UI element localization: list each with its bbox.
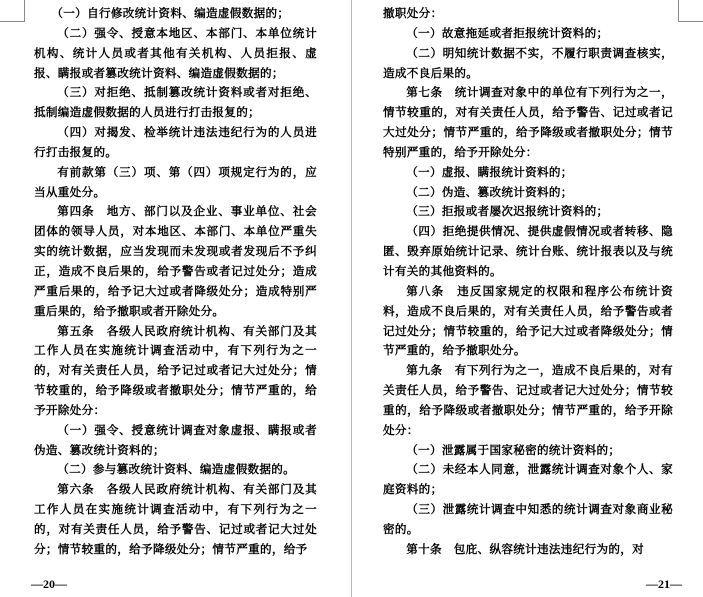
paragraph: （一）强令、授意统计调查对象虚报、瞒报或者伪造、篡改统计资料的； <box>34 422 317 457</box>
right-page <box>352 0 703 597</box>
paragraph: （四）拒绝提供情况、提供虚假情况或者转移、隐匿、毁弃原始统计记录、统计台账、统计报表以及与统计有关的其他资料的。 <box>383 224 673 278</box>
paragraph: （二）未经本人同意，泄露统计调查对象个人、家庭资料的； <box>383 462 673 497</box>
paragraph: （一）故意拖延或者拒报统计资料的； <box>406 25 609 40</box>
article-8: 第八条 违反国家规定的权限和程序公布统计资料，造成不良后果的，对有关责任人员，给予警告或者记过处分；情节较重的，给予记大过或者降级处分；情节严重的，给予撤职处分。 <box>383 283 673 358</box>
paragraph: （一）虚报、瞒报统计资料的； <box>406 164 573 179</box>
right-page-text <box>383 4 673 560</box>
article-7: 第七条 统计调查对象中的单位有下列行为之一，情节较重的，对有关责任人员，给予警告、记过或者记大过处分；情节严重的，给予降级或者撤职处分；情节特别严重的，给予开除处分： <box>383 85 673 159</box>
page-number: —21— <box>646 577 682 591</box>
paragraph: （四）对揭发、检举统计违法违纪行为的人员进行打击报复的。 <box>34 125 317 159</box>
left-page <box>0 0 351 597</box>
crop-mark <box>678 0 679 22</box>
paragraph: （一）泄露属于国家秘密的统计资料的； <box>406 442 621 457</box>
crop-mark <box>679 21 703 22</box>
paragraph: （二）强令、授意本地区、本部门、本单位统计机构、统计人员或者其他有关机构、人员拒报、虚报、瞒报或者篡改统计资料、编造虚假数据的； <box>34 25 317 80</box>
paragraph: 撤职处分： <box>383 6 443 20</box>
article-5: 第五条 各级人民政府统计机构、有关部门及其工作人员在实施统计调查活动中，有下列行为之一的，对有关责任人员，给予记过或者记大过处分；情节较重的，给予降级或者撤职处分；情节严重的，给予开除处分： <box>34 323 317 417</box>
paragraph: （三）泄露统计调查中知悉的统计调查对象商业秘密的。 <box>383 502 673 536</box>
crop-mark <box>0 21 24 22</box>
paragraph: （二）参与篡改统计资料、编造虚假数据的。 <box>57 462 296 477</box>
paragraph: （一）自行修改统计资料、编造虚假数据的； <box>51 6 290 20</box>
paragraph: （二）伪造、篡改统计资料的； <box>406 184 573 199</box>
left-page-text <box>34 4 317 560</box>
paragraph: （三）对拒绝、抵制篡改统计资料或者对拒绝、抵制编造虚假数据的人员进行打击报复的； <box>34 85 317 120</box>
crop-mark <box>24 0 25 22</box>
paragraph: （三）拒报或者屡次迟报统计资料的； <box>406 204 609 219</box>
article-4: 第四条 地方、部门以及企业、事业单位、社会团体的领导人员，对本地区、本部门、本单位严重失实的统计数据，应当发现而未发现或者发现后不予纠正，造成不良后果的，给予警告或者记过处分；造成严重后果的，给予记大过或者降级处分；造成特别严重后果的，给予撤职或者开除处分。 <box>34 204 317 318</box>
article-9: 第九条 有下列行为之一，造成不良后果的，对有关责任人员，给予警告、记过或者记大过处分；情节较重的，给予降级或者撤职处分；情节严重的，给予开除处分： <box>383 363 673 437</box>
page-number: —20— <box>31 577 67 591</box>
paragraph: 有前款第（三）项、第（四）项规定行为的，应当从重处分。 <box>34 164 317 199</box>
article-6: 第六条 各级人民政府统计机构、有关部门及其工作人员在实施统计调查活动中，有下列行为之一的，对有关责任人员，给予警告、记过或者记大过处分；情节较重的，给予降级处分；情节严重的，给予 <box>34 482 317 556</box>
article-10: 第十条 包庇、纵容统计违法违纪行为的，对 <box>406 541 645 556</box>
paragraph: （二）明知统计数据不实，不履行职责调查核实，造成不良后果的。 <box>383 45 673 80</box>
